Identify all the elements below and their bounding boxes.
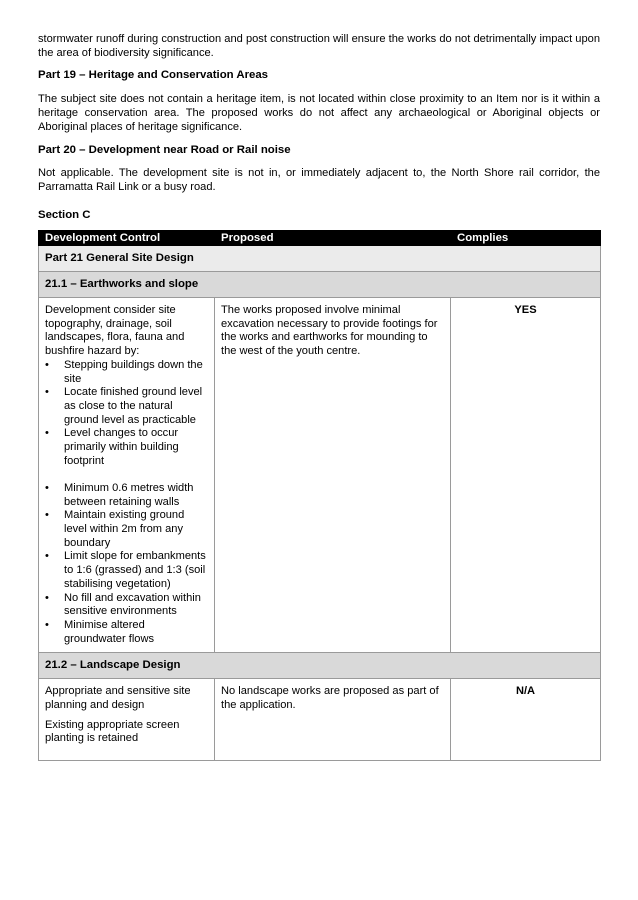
s211-bullets-a	[45, 359, 208, 469]
header-proposed: Proposed	[215, 231, 451, 246]
list-item: • Stepping buildings down the site	[45, 359, 208, 386]
s211-proposed-cell: The works proposed involve minimal excavation necessary to provide footings for the works and earthworks for mounding to the west of the youth centre.	[215, 298, 451, 653]
s211-control-cell	[39, 298, 215, 653]
s212-heading-row	[39, 653, 601, 679]
list-item: • Minimise altered groundwater flows	[45, 619, 208, 646]
compliance-table	[38, 230, 601, 761]
s212-complies-cell: N/A	[451, 679, 601, 761]
list-spacer	[45, 468, 208, 482]
s211-heading: 21.1 – Earthworks and slope	[39, 272, 601, 298]
part21-heading: Part 21 General Site Design	[39, 246, 601, 272]
list-item: • Limit slope for embankments to 1:6 (grassed) and 1:3 (soil stabilising vegetation)	[45, 550, 208, 591]
s212-control-p1: Appropriate and sensitive site planning and design	[45, 685, 191, 712]
intro-paragraph: stormwater runoff during construction and post construction will ensure the works do not detrimentally impact upon the area of biodiversity significance.	[38, 33, 600, 59]
part20-body: Not applicable. The development site is not in, or immediately adjacent to, the North Shore rail corridor, the Parramatta Rail Link or a busy road.	[38, 167, 600, 193]
s212-control-cell	[39, 679, 215, 761]
s212-control-p2: Existing appropriate screen planting is retained	[45, 718, 180, 745]
document-page	[38, 32, 600, 761]
s211-row	[39, 298, 601, 653]
part19-heading: Part 19 – Heritage and Conservation Areas	[38, 69, 269, 81]
part20-heading: Part 20 – Development near Road or Rail noise	[38, 144, 291, 156]
s211-bullets-b	[45, 482, 208, 646]
list-item: • Minimum 0.6 metres width between retaining walls	[45, 482, 208, 509]
list-item: • No fill and excavation within sensitive environments	[45, 592, 208, 619]
section-c-heading: Section C	[38, 209, 91, 221]
part19-body: The subject site does not contain a heritage item, is not located within close proximity to an Item nor is it within a heritage conservation area. The proposed works do not affect any archaeological or Aboriginal objects or Aboriginal places of heritage significance.	[38, 93, 600, 133]
s212-proposed-cell: No landscape works are proposed as part of the application.	[215, 679, 451, 761]
part21-row	[39, 246, 601, 272]
s211-control-intro: Development consider site topography, drainage, soil landscapes, flora, fauna and bushfire hazard by:	[45, 304, 185, 358]
header-development-control: Development Control	[39, 231, 215, 246]
header-complies: Complies	[451, 231, 601, 246]
s212-row	[39, 679, 601, 761]
list-item: • Level changes to occur primarily within building footprint	[45, 427, 208, 468]
list-item: • Locate finished ground level as close to the natural ground level as practicable	[45, 386, 208, 427]
s211-complies-cell: YES	[451, 298, 601, 653]
table-header-row	[39, 231, 601, 246]
cell-spacer	[45, 746, 208, 754]
s212-heading: 21.2 – Landscape Design	[39, 653, 601, 679]
list-item: • Maintain existing ground level within 2m from any boundary	[45, 509, 208, 550]
s211-heading-row	[39, 272, 601, 298]
